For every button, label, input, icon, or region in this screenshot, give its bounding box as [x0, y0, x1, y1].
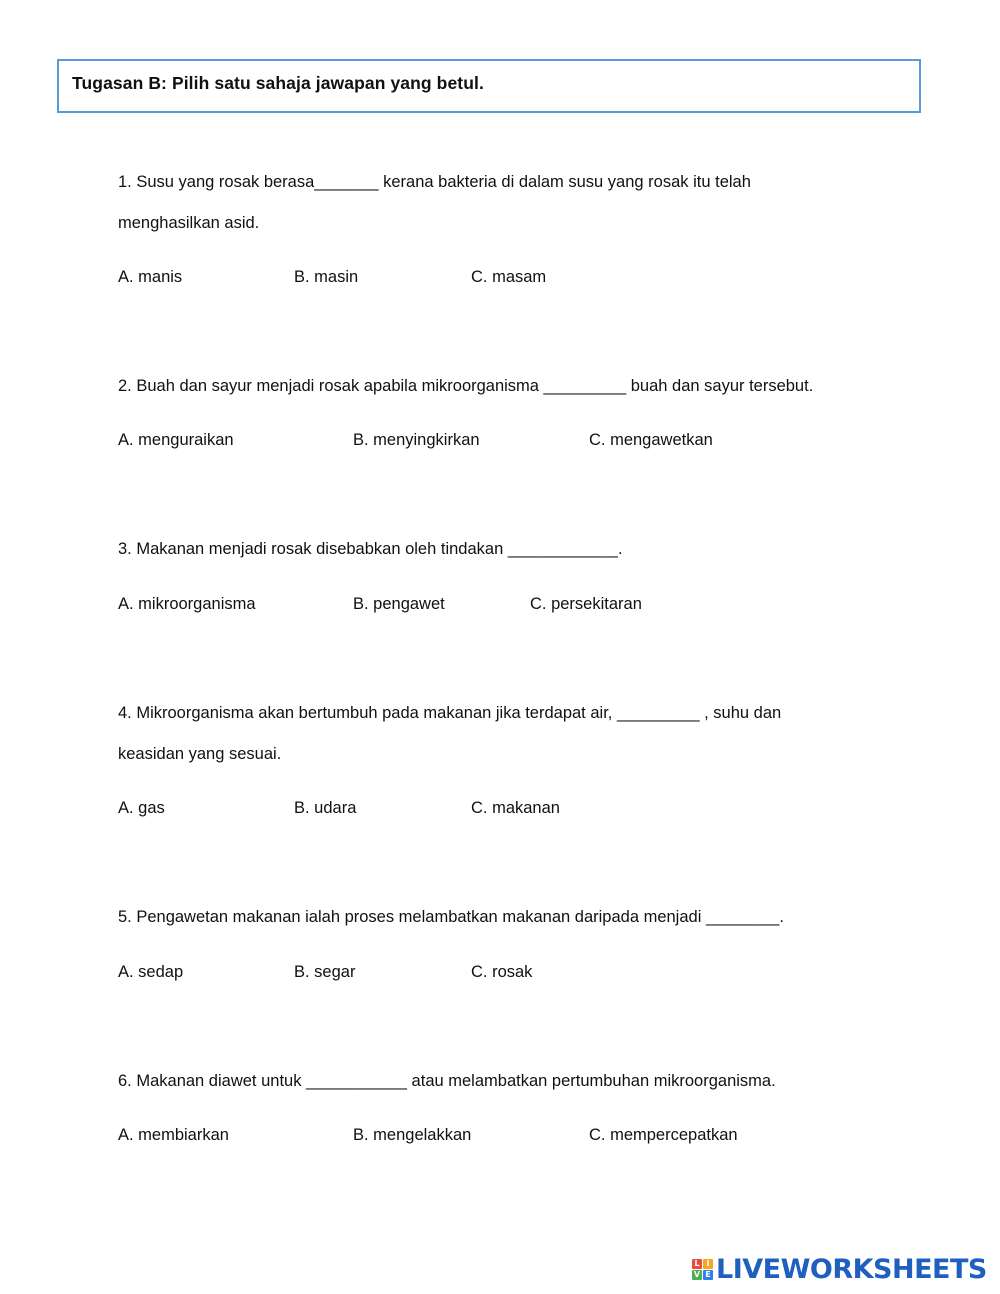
question-2-option-b[interactable]: B. menyingkirkan	[353, 431, 480, 449]
question-4-text-line1: 4. Mikroorganisma akan bertumbuh pada makanan jika terdapat air, _________ , suhu dan	[118, 704, 782, 722]
question-2-option-c[interactable]: C. mengawetkan	[589, 431, 713, 449]
question-6-option-c[interactable]: C. mempercepatkan	[589, 1126, 738, 1144]
logo-cell-e: E	[703, 1270, 713, 1280]
question-6-option-a[interactable]: A. membiarkan	[118, 1126, 229, 1144]
question-4-option-c[interactable]: C. makanan	[471, 799, 560, 817]
question-1-option-b[interactable]: B. masin	[294, 268, 359, 286]
task-title: Tugasan B: Pilih satu sahaja jawapan yang betul.	[72, 73, 484, 93]
liveworksheets-brand	[692, 1254, 987, 1284]
question-5-option-c[interactable]: C. rosak	[471, 963, 533, 981]
task-instruction-box	[57, 59, 921, 113]
question-1-text-line2: menghasilkan asid.	[118, 214, 260, 232]
question-3-option-c[interactable]: C. persekitaran	[530, 595, 642, 613]
logo-cell-l: L	[692, 1259, 702, 1269]
question-4-text-line2: keasidan yang sesuai.	[118, 745, 282, 763]
liveworksheets-logo-icon	[692, 1259, 713, 1280]
question-3-option-b[interactable]: B. pengawet	[353, 595, 445, 613]
question-5-option-a[interactable]: A. sedap	[118, 963, 184, 981]
question-5-option-b[interactable]: B. segar	[294, 963, 356, 981]
question-6-text: 6. Makanan diawet untuk ___________ atau melambatkan pertumbuhan mikroorganisma.	[118, 1072, 776, 1090]
question-1-text-line1: 1. Susu yang rosak berasa_______ kerana bakteria di dalam susu yang rosak itu telah	[118, 173, 751, 191]
logo-cell-v: V	[693, 1269, 701, 1279]
question-1-option-c[interactable]: C. masam	[471, 268, 547, 286]
question-6-option-b[interactable]: B. mengelakkan	[353, 1126, 472, 1144]
liveworksheets-wordmark: LIVEWORKSHEETS	[716, 1253, 987, 1285]
question-5-text: 5. Pengawetan makanan ialah proses melambatkan makanan daripada menjadi ________.	[118, 908, 784, 926]
logo-cell-i: I	[703, 1259, 713, 1269]
question-1-option-a[interactable]: A. manis	[118, 268, 183, 286]
question-4-option-b[interactable]: B. udara	[294, 799, 357, 817]
question-4-option-a[interactable]: A. gas	[118, 799, 165, 817]
question-2-option-a[interactable]: A. menguraikan	[118, 431, 234, 449]
question-2-text: 2. Buah dan sayur menjadi rosak apabila mikroorganisma _________ buah dan sayur tersebut.	[118, 377, 814, 395]
question-3-text: 3. Makanan menjadi rosak disebabkan oleh tindakan ____________.	[118, 540, 623, 558]
question-3-option-a[interactable]: A. mikroorganisma	[118, 595, 256, 613]
